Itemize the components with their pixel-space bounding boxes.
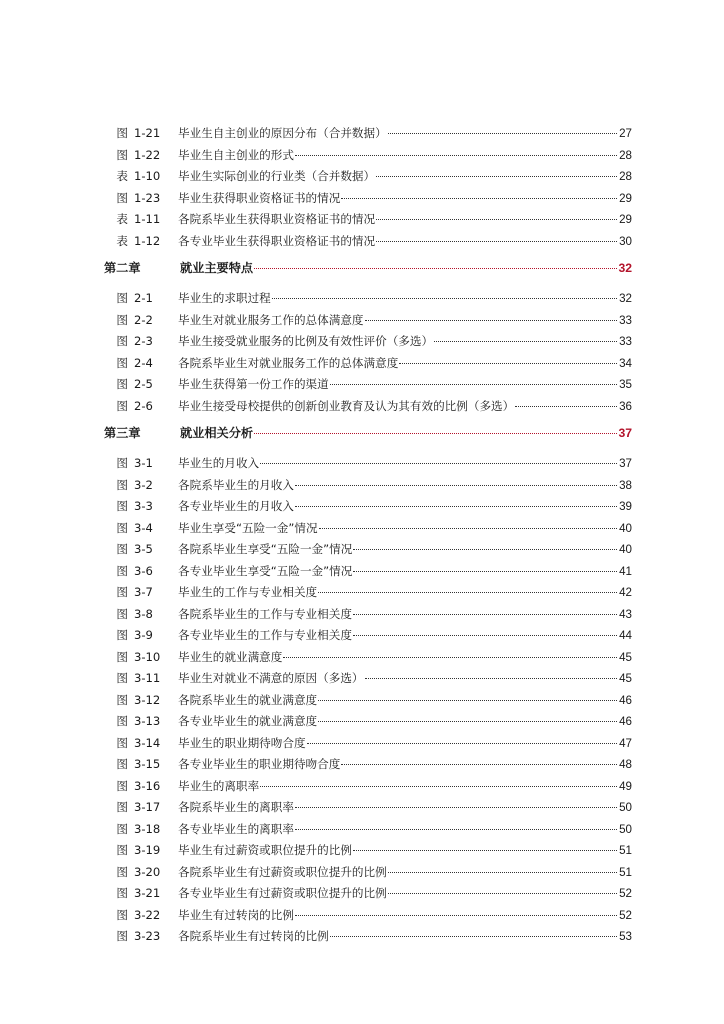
entry-number: 3-15 xyxy=(134,757,161,771)
entry-page-number: 42 xyxy=(619,586,632,599)
entry-kind: 图 xyxy=(116,757,128,771)
entry-kind: 图 xyxy=(116,671,128,685)
entry-number: 1-21 xyxy=(134,126,161,140)
dot-leader xyxy=(330,922,617,937)
entry-title: 毕业生的职业期待吻合度 xyxy=(178,735,306,750)
entry-label xyxy=(104,625,178,647)
entry-label xyxy=(104,539,178,561)
entry-label xyxy=(104,353,178,375)
entry-page-number: 36 xyxy=(619,399,632,413)
entry-page-number: 34 xyxy=(619,356,632,370)
entry-number: 3-10 xyxy=(134,649,161,664)
entry-page-number: 51 xyxy=(619,865,632,879)
entry-number: 3-8 xyxy=(134,606,153,621)
entry-page-number: 39 xyxy=(619,500,632,513)
entry-number: 3-14 xyxy=(134,735,161,750)
entry-kind: 图 xyxy=(116,907,128,922)
entry-title: 毕业生对就业服务工作的总体满意度 xyxy=(178,312,364,327)
entry-label xyxy=(104,288,178,310)
toc-chapter-heading[interactable] xyxy=(104,257,632,279)
entry-kind: 表 xyxy=(116,233,128,248)
entry-title: 各专业毕业生的职业期待吻合度 xyxy=(178,757,341,771)
entry-number: 1-11 xyxy=(134,212,161,226)
entry-title: 毕业生获得第一份工作的渠道 xyxy=(178,377,329,391)
dot-leader xyxy=(295,492,617,507)
entry-title: 毕业生接受母校提供的创新创业教育及认为其有效的比例（多选） xyxy=(178,398,515,413)
entry-kind: 图 xyxy=(116,190,128,205)
entry-label xyxy=(104,819,178,841)
entry-label xyxy=(104,711,178,733)
entry-title: 毕业生有过转岗的比例 xyxy=(178,907,294,922)
entry-label xyxy=(104,604,178,626)
entry-number: 3-22 xyxy=(134,907,161,922)
entry-title: 各专业毕业生的就业满意度 xyxy=(178,714,318,728)
entry-number: 3-6 xyxy=(134,563,153,578)
entry-number: 1-12 xyxy=(134,233,161,248)
entry-number: 2-1 xyxy=(134,291,153,305)
entry-kind: 图 xyxy=(116,692,128,707)
entry-kind: 图 xyxy=(116,312,128,327)
entry-label xyxy=(104,754,178,776)
entry-number: 3-2 xyxy=(134,477,153,492)
entry-kind: 图 xyxy=(116,714,128,728)
entry-kind: 图 xyxy=(116,778,128,793)
entry-title: 各院系毕业生的月收入 xyxy=(178,477,294,492)
chapter-label: 第二章 xyxy=(104,261,141,275)
entry-page-number: 27 xyxy=(619,127,632,140)
entry-page-number: 28 xyxy=(619,148,632,162)
entry-kind: 图 xyxy=(116,456,128,470)
dot-leader xyxy=(388,879,617,894)
entry-title: 各专业毕业生获得职业资格证书的情况 xyxy=(178,233,376,248)
entry-label xyxy=(104,582,178,604)
entry-page-number: 50 xyxy=(619,822,632,836)
entry-title: 毕业生的求职过程 xyxy=(178,291,271,305)
dot-leader xyxy=(376,227,617,242)
entry-page-number: 44 xyxy=(619,629,632,642)
dot-leader xyxy=(388,119,617,134)
entry-number: 2-3 xyxy=(134,334,153,348)
entry-page-number: 48 xyxy=(619,758,632,771)
entry-kind: 图 xyxy=(116,886,128,900)
entry-label xyxy=(104,496,178,518)
entry-kind: 图 xyxy=(116,821,128,836)
entry-label xyxy=(104,518,178,540)
entry-page-number: 40 xyxy=(619,543,632,556)
entry-kind: 图 xyxy=(116,585,128,599)
dot-leader xyxy=(319,514,617,529)
entry-number: 3-4 xyxy=(134,520,153,535)
dot-leader xyxy=(295,815,617,830)
chapter-label: 第三章 xyxy=(104,426,141,440)
entry-label xyxy=(104,561,178,583)
entry-title: 各专业毕业生享受“五险一金”情况 xyxy=(178,563,353,578)
entry-kind: 图 xyxy=(116,377,128,391)
chapter-title: 就业主要特点 xyxy=(180,261,254,275)
entry-kind: 图 xyxy=(116,563,128,578)
entry-title: 毕业生接受就业服务的比例及有效性评价（多选） xyxy=(178,334,434,348)
entry-kind: 图 xyxy=(116,542,128,556)
entry-title: 各专业毕业生的离职率 xyxy=(178,821,294,836)
dot-leader xyxy=(388,858,617,873)
toc-entry[interactable] xyxy=(104,395,632,417)
entry-label xyxy=(104,331,178,353)
entry-page-number: 32 xyxy=(619,292,632,305)
entry-number: 3-20 xyxy=(134,864,161,879)
dot-leader xyxy=(318,578,617,593)
chapter-title: 就业相关分析 xyxy=(180,426,254,440)
entry-label xyxy=(104,209,178,231)
entry-page-number: 41 xyxy=(619,564,632,578)
entry-title: 毕业生实际创业的行业类（合并数据） xyxy=(178,169,376,183)
entry-number: 3-18 xyxy=(134,821,161,836)
entry-title: 毕业生的离职率 xyxy=(178,778,260,793)
entry-title: 毕业生的月收入 xyxy=(178,456,260,470)
toc-entry[interactable] xyxy=(104,230,632,252)
entry-kind: 图 xyxy=(116,864,128,879)
dot-leader xyxy=(295,901,617,916)
entry-kind: 图 xyxy=(116,126,128,140)
entry-label xyxy=(104,475,178,497)
dot-leader xyxy=(318,707,617,722)
dot-leader xyxy=(515,392,617,407)
entry-page-number: 50 xyxy=(619,801,632,814)
dot-leader xyxy=(376,205,617,220)
entry-title: 毕业生有过薪资或职位提升的比例 xyxy=(178,843,352,857)
entry-kind: 表 xyxy=(116,169,128,183)
dot-leader xyxy=(365,664,617,679)
dot-leader xyxy=(295,471,617,486)
entry-kind: 图 xyxy=(116,291,128,305)
entry-number: 3-5 xyxy=(134,542,153,556)
entry-label xyxy=(104,690,178,712)
entry-number: 3-11 xyxy=(134,671,161,685)
entry-title: 毕业生获得职业资格证书的情况 xyxy=(178,190,341,205)
entry-label xyxy=(104,166,178,188)
entry-title: 毕业生自主创业的原因分布（合并数据） xyxy=(178,126,387,140)
dot-leader xyxy=(353,621,617,636)
entry-label xyxy=(104,374,178,396)
dot-leader xyxy=(341,750,617,765)
entry-label xyxy=(104,883,178,905)
entry-number: 3-17 xyxy=(134,800,161,814)
entry-title: 各院系毕业生获得职业资格证书的情况 xyxy=(178,212,376,226)
dot-leader xyxy=(254,419,617,434)
entry-label xyxy=(104,797,178,819)
entry-page-number: 46 xyxy=(619,715,632,728)
dot-leader xyxy=(283,643,617,658)
entry-page-number: 45 xyxy=(619,650,632,664)
entry-kind: 图 xyxy=(116,499,128,513)
entry-number: 3-9 xyxy=(134,628,153,642)
entry-label xyxy=(104,840,178,862)
dot-leader xyxy=(353,600,617,615)
entry-label xyxy=(104,647,178,669)
entry-page-number: 46 xyxy=(619,693,632,707)
entry-number: 1-23 xyxy=(134,190,161,205)
entry-kind: 图 xyxy=(116,929,128,943)
entry-page-number: 33 xyxy=(619,335,632,348)
entry-kind: 图 xyxy=(116,398,128,413)
dot-leader xyxy=(295,793,617,808)
entry-kind: 表 xyxy=(116,212,128,226)
entry-title: 各专业毕业生有过薪资或职位提升的比例 xyxy=(178,886,387,900)
entry-number: 3-16 xyxy=(134,778,161,793)
dot-leader xyxy=(353,836,617,851)
dot-leader xyxy=(260,449,617,464)
entry-label xyxy=(104,926,178,948)
entry-number: 3-1 xyxy=(134,456,153,470)
entry-label xyxy=(104,776,178,798)
entry-number: 1-22 xyxy=(134,147,161,162)
entry-kind: 图 xyxy=(116,147,128,162)
entry-label xyxy=(104,145,178,167)
dot-leader xyxy=(254,254,617,269)
entry-label xyxy=(104,862,178,884)
entry-number: 1-10 xyxy=(134,169,161,183)
entry-page-number: 43 xyxy=(619,607,632,621)
entry-page-number: 45 xyxy=(619,672,632,685)
entry-page-number: 29 xyxy=(619,191,632,205)
dot-leader xyxy=(330,370,617,385)
entry-page-number: 29 xyxy=(619,213,632,226)
entry-title: 各院系毕业生有过薪资或职位提升的比例 xyxy=(178,864,387,879)
entry-page-number: 30 xyxy=(619,234,632,248)
entry-number: 3-19 xyxy=(134,843,161,857)
entry-title: 各院系毕业生的离职率 xyxy=(178,800,294,814)
entry-title: 各院系毕业生对就业服务工作的总体满意度 xyxy=(178,355,399,370)
dot-leader xyxy=(295,141,617,156)
entry-label xyxy=(104,453,178,475)
entry-title: 各院系毕业生享受“五险一金”情况 xyxy=(178,542,353,556)
entry-label xyxy=(104,733,178,755)
entry-kind: 图 xyxy=(116,649,128,664)
entry-title: 各院系毕业生的就业满意度 xyxy=(178,692,318,707)
entry-number: 2-2 xyxy=(134,312,153,327)
dot-leader xyxy=(318,686,617,701)
entry-kind: 图 xyxy=(116,628,128,642)
entry-number: 3-3 xyxy=(134,499,153,513)
entry-title: 毕业生的就业满意度 xyxy=(178,649,283,664)
dot-leader xyxy=(399,349,617,364)
entry-page-number: 37 xyxy=(619,457,632,470)
entry-number: 3-21 xyxy=(134,886,161,900)
entry-label xyxy=(104,188,178,210)
entry-title: 毕业生的工作与专业相关度 xyxy=(178,585,318,599)
dot-leader xyxy=(272,284,617,299)
entry-page-number: 38 xyxy=(619,478,632,492)
entry-number: 3-23 xyxy=(134,929,161,943)
entry-page-number: 51 xyxy=(619,844,632,857)
entry-kind: 图 xyxy=(116,520,128,535)
dot-leader xyxy=(341,184,617,199)
toc-entry[interactable] xyxy=(104,925,632,947)
dot-leader xyxy=(376,162,617,177)
toc-chapter-heading[interactable] xyxy=(104,422,632,444)
entry-label xyxy=(104,905,178,927)
entry-title: 各专业毕业生的月收入 xyxy=(178,499,294,513)
entry-page-number: 28 xyxy=(619,170,632,183)
dot-leader xyxy=(365,306,617,321)
entry-label xyxy=(104,310,178,332)
entry-label xyxy=(104,396,178,418)
entry-number: 3-7 xyxy=(134,585,153,599)
entry-page-number: 35 xyxy=(619,378,632,391)
entry-page-number: 52 xyxy=(619,908,632,922)
entry-kind: 图 xyxy=(116,800,128,814)
entry-kind: 图 xyxy=(116,843,128,857)
dot-leader xyxy=(307,729,617,744)
entry-title: 毕业生对就业不满意的原因（多选） xyxy=(178,671,364,685)
entry-title: 各院系毕业生的工作与专业相关度 xyxy=(178,606,352,621)
entry-kind: 图 xyxy=(116,355,128,370)
entry-label xyxy=(104,668,178,690)
table-of-contents xyxy=(104,122,632,947)
entry-title: 毕业生享受“五险一金”情况 xyxy=(178,520,318,535)
entry-kind: 图 xyxy=(116,477,128,492)
dot-leader xyxy=(260,772,617,787)
entry-title: 各专业毕业生的工作与专业相关度 xyxy=(178,628,352,642)
entry-kind: 图 xyxy=(116,735,128,750)
dot-leader xyxy=(353,535,617,550)
entry-label xyxy=(104,123,178,145)
entry-kind: 图 xyxy=(116,606,128,621)
chapter-page-number: 37 xyxy=(618,426,632,440)
entry-number: 2-6 xyxy=(134,398,153,413)
entry-page-number: 33 xyxy=(619,313,632,327)
entry-page-number: 53 xyxy=(619,930,632,943)
entry-title: 毕业生自主创业的形式 xyxy=(178,147,294,162)
entry-page-number: 52 xyxy=(619,887,632,900)
entry-title: 各院系毕业生有过转岗的比例 xyxy=(178,929,329,943)
entry-page-number: 40 xyxy=(619,521,632,535)
dot-leader xyxy=(434,327,617,342)
entry-page-number: 47 xyxy=(619,736,632,750)
chapter-page-number: 32 xyxy=(618,261,632,275)
dot-leader xyxy=(353,557,617,572)
entry-page-number: 49 xyxy=(619,779,632,793)
entry-number: 3-13 xyxy=(134,714,161,728)
entry-label xyxy=(104,231,178,253)
entry-number: 3-12 xyxy=(134,692,161,707)
entry-kind: 图 xyxy=(116,334,128,348)
entry-number: 2-5 xyxy=(134,377,153,391)
entry-number: 2-4 xyxy=(134,355,153,370)
